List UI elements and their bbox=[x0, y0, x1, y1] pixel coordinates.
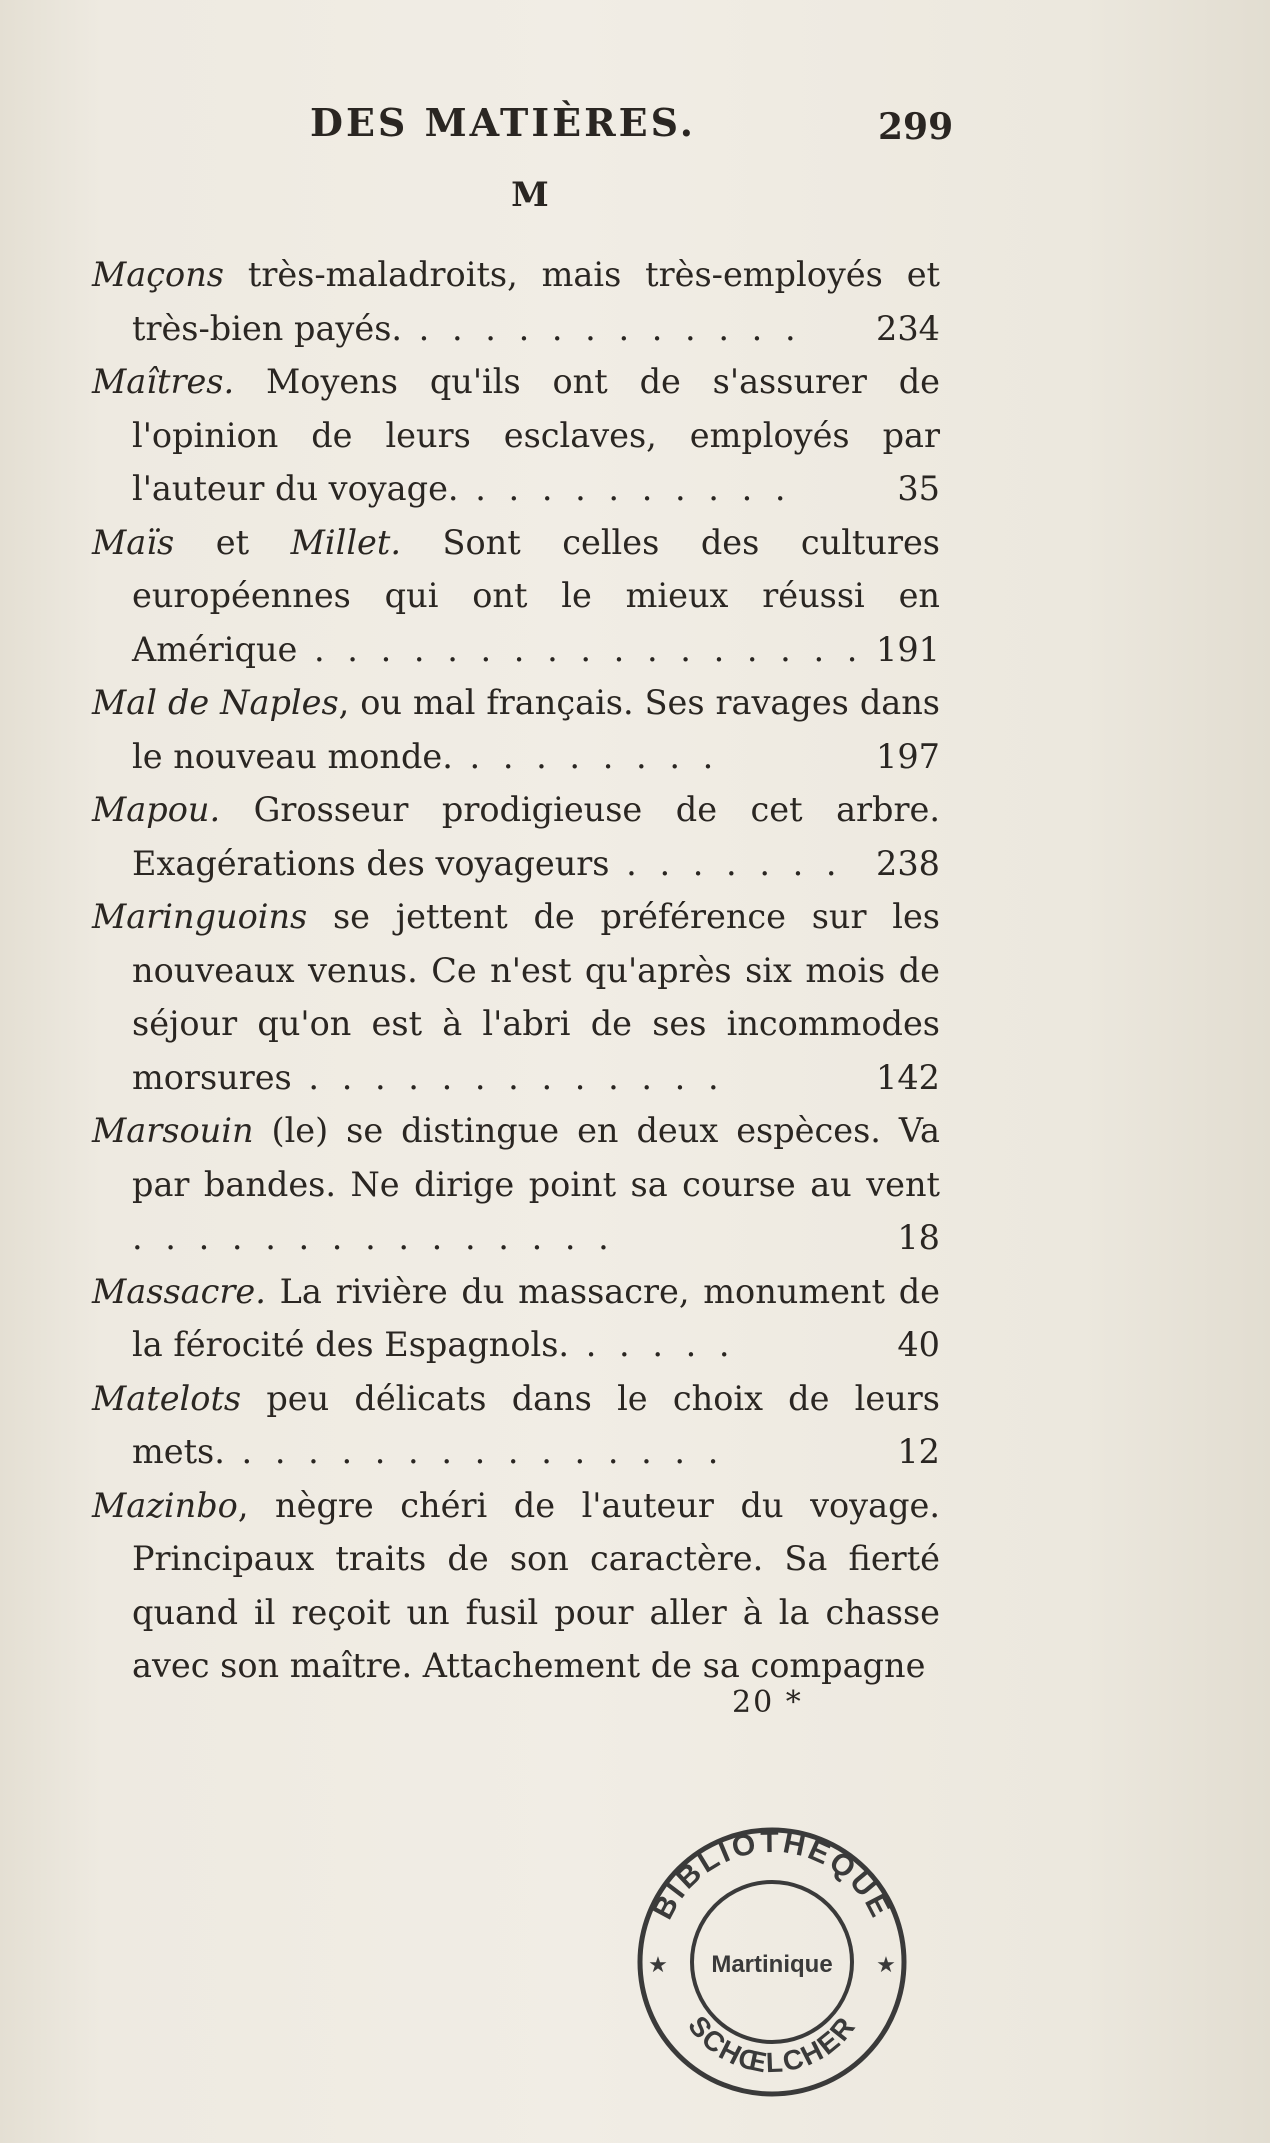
entry-page-number: 18 bbox=[897, 1218, 940, 1257]
entry-headword: Maïs bbox=[92, 522, 175, 562]
entry-text: Grosseur prodigieuse de cet arbre. Exagérations des voyageurs bbox=[132, 790, 940, 883]
entry-headword: Massacre. bbox=[92, 1271, 266, 1311]
entry-text: La rivière du massacre, monument de la férocité des Espagnols. bbox=[132, 1271, 940, 1364]
entry-leader-dots: . . . . . . . . . . . . . . . . . bbox=[297, 629, 864, 669]
index-entry bbox=[92, 1265, 940, 1372]
entry-page-number: 12 bbox=[897, 1432, 940, 1471]
page-header bbox=[0, 100, 1270, 160]
entry-text: , nègre chéri de l'auteur du voyage. Principaux traits de son caractère. Sa fierté quand il reçoit un fusil pour aller à la chasse avec son maître. Attachement de sa compagne bbox=[132, 1485, 940, 1685]
entry-text: se jettent de préférence sur les nouveaux venus. Ce n'est qu'après six mois de séjour qu'on est à l'abri de ses incommodes morsures bbox=[132, 897, 940, 1097]
entry-text: peu délicats dans le choix de leurs mets. bbox=[132, 1378, 940, 1471]
entry-headword: Maringuoins bbox=[92, 897, 308, 936]
entry-page-number: 238 bbox=[876, 843, 940, 883]
entry-headword: Marsouin bbox=[92, 1111, 254, 1150]
entry-text: Sont celles des cultures européennes qui ont le mieux réussi en Amérique bbox=[132, 522, 940, 669]
entry-page-number: 40 bbox=[897, 1325, 940, 1364]
index-entry bbox=[92, 890, 940, 1104]
entry-leader-dots: . . . . . . . . . . . . bbox=[402, 308, 802, 348]
stamp-bottom-text: SCHŒLCHER bbox=[682, 2009, 862, 2079]
entry-headword: Matelots bbox=[92, 1378, 242, 1418]
running-title: DES MATIÈRES. bbox=[310, 100, 696, 145]
entry-leader-dots: . . . . . . . . . . . . . . . bbox=[132, 1218, 615, 1257]
entry-text: Moyens qu'ils ont de s'assurer de l'opinion de leurs esclaves, employés par l'auteur du voyage. bbox=[132, 362, 940, 508]
entry-leader-dots: . . . . . . . . . . . . . bbox=[291, 1057, 725, 1097]
entry-page-number: 142 bbox=[876, 1057, 940, 1097]
entry-leader-dots: . . . . . . . . . . . . . . . bbox=[224, 1432, 725, 1471]
library-stamp bbox=[632, 1822, 912, 2102]
entry-headword-secondary: Millet. bbox=[290, 522, 401, 562]
entry-text: très-maladroits, mais très-employés et très-bien payés. bbox=[132, 255, 940, 348]
entry-text: , ou mal français. Ses ravages dans le nouveau monde. bbox=[132, 683, 940, 776]
stamp-center-text: Martinique bbox=[711, 1951, 833, 1978]
entry-headword: Mazinbo bbox=[92, 1485, 238, 1525]
index-entry bbox=[92, 248, 940, 355]
stamp-top-text: BIBLIOTHEQUE bbox=[646, 1825, 898, 1925]
entry-leader-dots: . . . . . bbox=[569, 1325, 736, 1364]
signature-mark: 20 * bbox=[732, 1685, 803, 1720]
entry-leader-dots: . . . . . . . . bbox=[452, 736, 720, 776]
stamp-left-star-icon: ★ bbox=[648, 1953, 668, 1978]
entry-headword: Maîtres. bbox=[92, 362, 235, 401]
entry-leader-dots: . . . . . . . bbox=[609, 843, 843, 883]
entry-headword: Maçons bbox=[92, 255, 224, 294]
entry-page-number: 197 bbox=[876, 736, 940, 776]
entry-page-number: 35 bbox=[897, 469, 940, 508]
index-entry bbox=[92, 1479, 940, 1693]
index-entry bbox=[92, 1104, 940, 1265]
entry-leader-dots: . . . . . . . . . . bbox=[458, 469, 792, 508]
entry-page-number: 234 bbox=[876, 308, 940, 348]
index-entry bbox=[92, 783, 940, 890]
index-entry bbox=[92, 516, 940, 677]
index-entry bbox=[92, 676, 940, 783]
index-entry bbox=[92, 1372, 940, 1479]
entry-page-number: 191 bbox=[876, 629, 940, 669]
page-number: 299 bbox=[878, 106, 954, 148]
svg-text:SCHŒLCHER bbox=[682, 2010, 862, 2079]
section-letter: M bbox=[511, 175, 549, 215]
index-entry bbox=[92, 355, 940, 516]
entry-text: (le) se distingue en deux espèces. Va par bandes. Ne dirige point sa course au vent bbox=[132, 1111, 940, 1204]
entry-headword: Mapou. bbox=[92, 790, 221, 829]
svg-text:BIBLIOTHEQUE bbox=[646, 1826, 898, 1925]
stamp-right-star-icon: ★ bbox=[876, 1953, 896, 1978]
stamp-seal-icon bbox=[632, 1822, 912, 2102]
index-entries bbox=[92, 248, 940, 1693]
entry-headword: Mal de Naples bbox=[92, 683, 339, 722]
entry-connector: et bbox=[174, 522, 291, 562]
